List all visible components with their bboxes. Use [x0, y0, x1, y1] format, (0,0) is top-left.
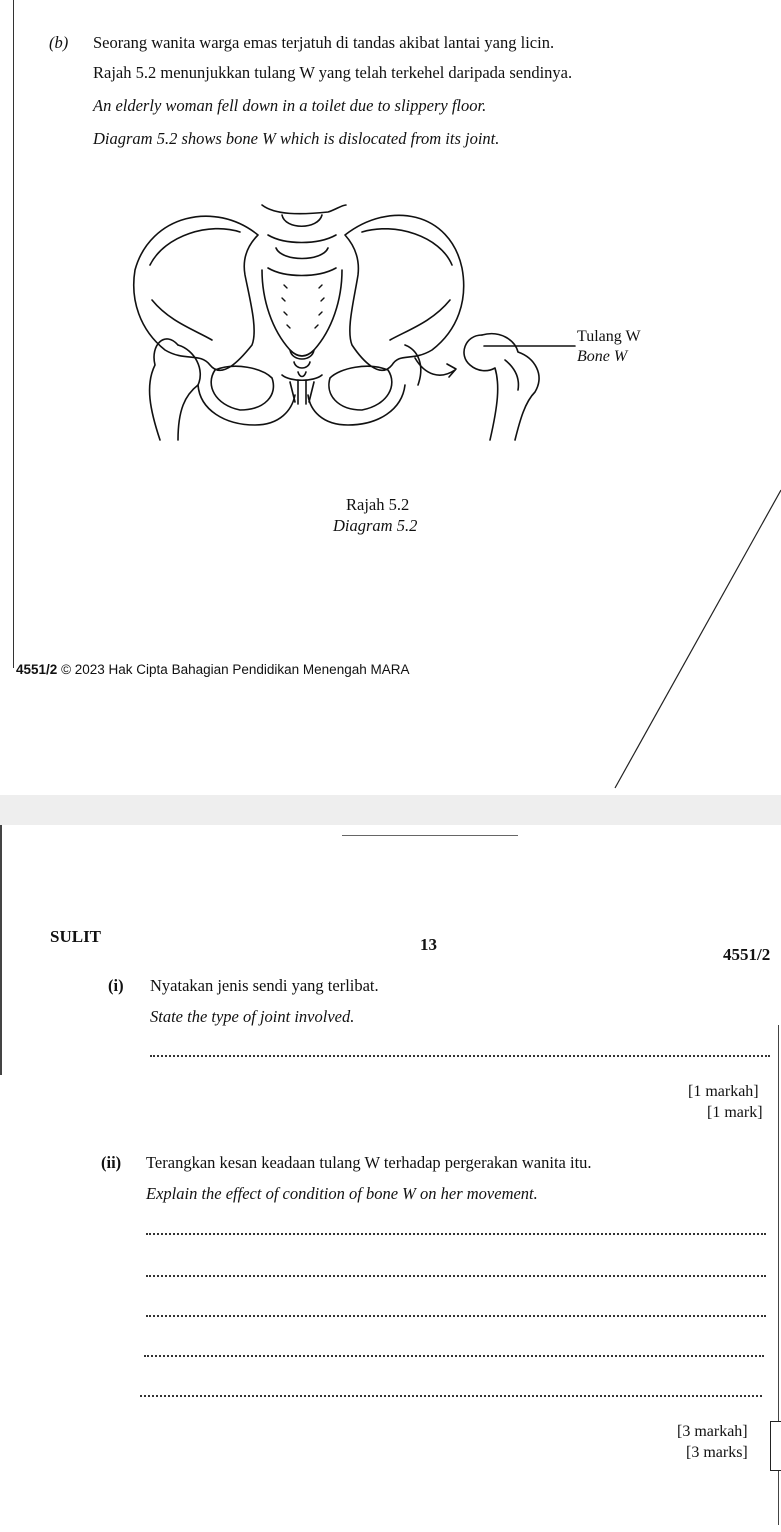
intro-english-line-2: Diagram 5.2 shows bone W which is dislocated from its joint. [93, 129, 500, 148]
page-bottom-section [0, 825, 781, 1532]
answer-line-ii-4[interactable] [144, 1353, 764, 1357]
left-obturator [211, 366, 273, 410]
header-paper-code: 4551/2 [723, 945, 771, 964]
marks-box [770, 1421, 781, 1471]
intro-malay-line-2: Rajah 5.2 menunjukkan tulang W yang telah terkehel daripada sendinya. [93, 63, 573, 82]
question-ii-english: Explain the effect of condition of bone W on her movement. [146, 1184, 538, 1203]
answer-line-ii-5[interactable] [140, 1393, 762, 1397]
sacrum [262, 270, 342, 356]
header-page-number: 13 [420, 935, 437, 954]
question-ii-marks-english: [3 marks] [686, 1444, 748, 1461]
question-ii-malay: Terangkan kesan keadaan tulang W terhadap pergerakan wanita itu. [146, 1153, 592, 1172]
vertebra-top [262, 205, 346, 214]
question-i-marks-malay: [1 markah] [688, 1083, 759, 1100]
question-i-marks-english: [1 mark] [707, 1104, 763, 1121]
bone-w-label-malay: Tulang W [577, 328, 641, 345]
answer-line-i[interactable] [150, 1053, 770, 1057]
question-i-malay: Nyatakan jenis sendi yang terlibat. [150, 976, 379, 995]
intro-english-line-1: An elderly woman fell down in a toilet due to slippery floor. [93, 96, 487, 115]
answer-line-ii-1[interactable] [146, 1231, 766, 1235]
diagram-caption-english: Diagram 5.2 [333, 516, 418, 535]
bone-w-label-english: Bone W [577, 348, 628, 365]
diagram-caption-malay: Rajah 5.2 [346, 495, 410, 514]
question-i-label: (i) [108, 976, 124, 995]
question-ii-label: (ii) [101, 1153, 122, 1172]
footer-copyright: © 2023 Hak Cipta Bahagian Pendidikan Menengah MARA [61, 662, 410, 677]
diagonal-scan-line [615, 490, 781, 788]
header-sulit: SULIT [50, 927, 102, 946]
bone-w [464, 335, 498, 440]
footer-code: 4551/2 [16, 662, 58, 677]
left-iliac-wing [134, 216, 258, 370]
answer-line-ii-2[interactable] [146, 1273, 766, 1277]
right-iliac-wing [345, 215, 464, 370]
right-obturator [329, 366, 392, 410]
left-margin-line [0, 825, 2, 1075]
page-break [0, 795, 781, 825]
intro-malay-line-1: Seorang wanita warga emas terjatuh di tandas akibat lantai yang licin. [93, 33, 555, 52]
question-ii-marks-malay: [3 markah] [677, 1423, 748, 1440]
page-footer [16, 662, 409, 677]
question-i-english: State the type of joint involved. [150, 1007, 355, 1026]
top-scan-mark [342, 835, 518, 836]
answer-line-ii-3[interactable] [146, 1313, 766, 1317]
part-label: (b) [49, 33, 69, 52]
